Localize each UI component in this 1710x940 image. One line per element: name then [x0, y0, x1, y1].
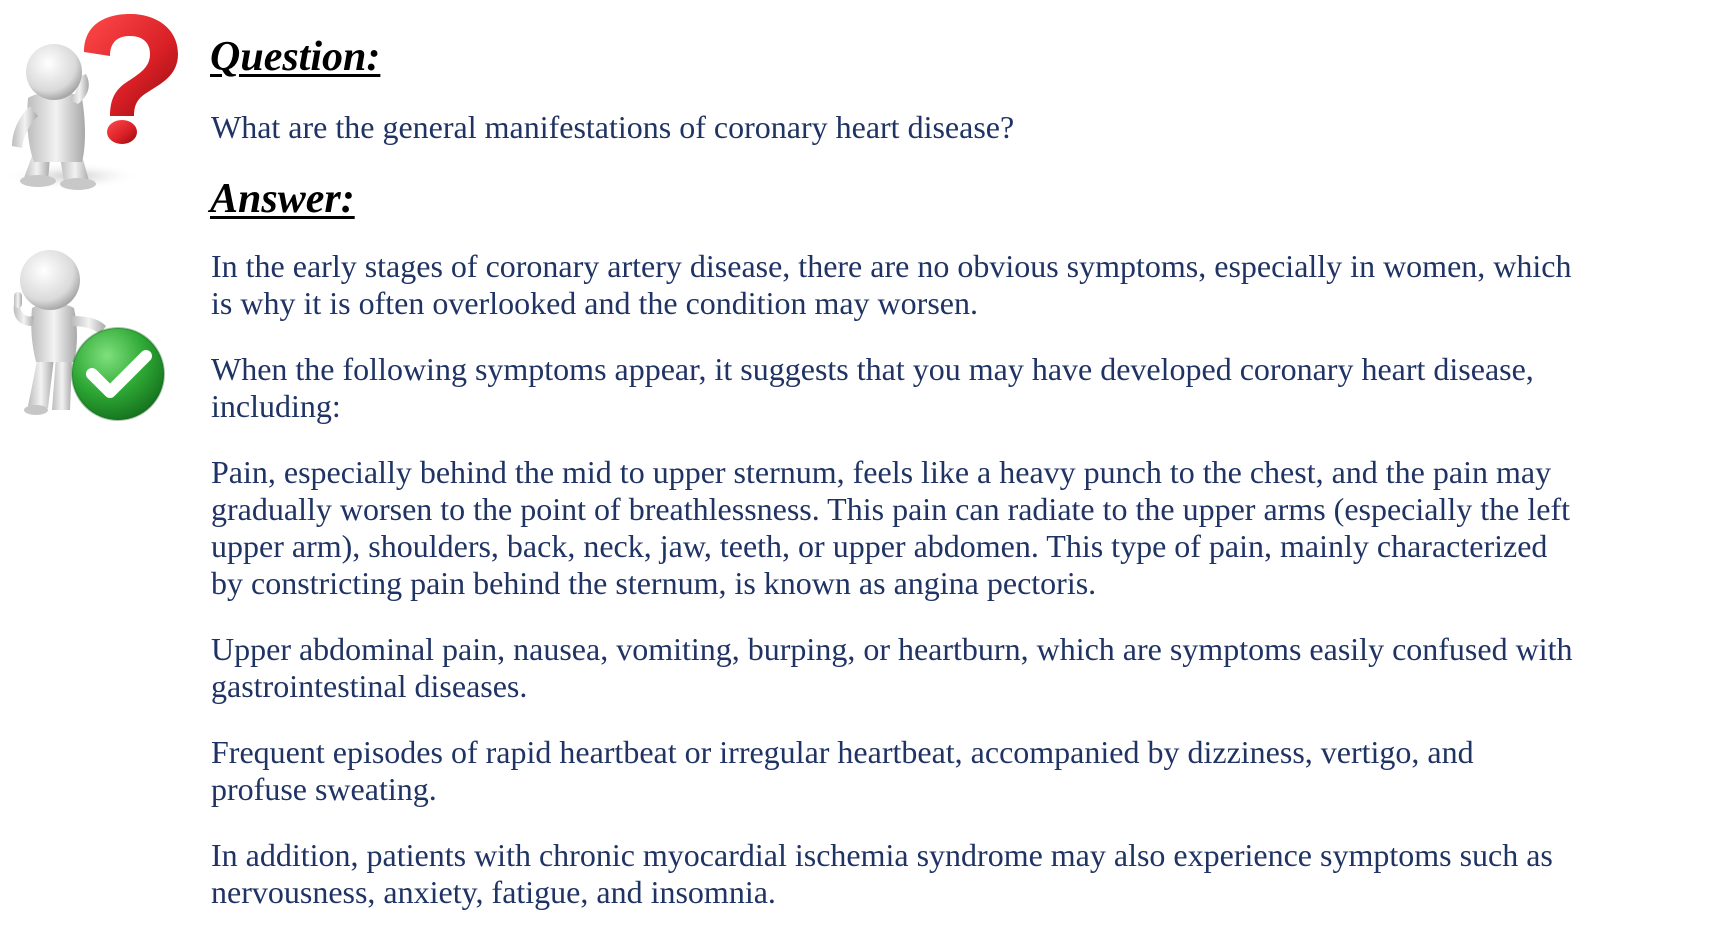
answer-line: When the following symptoms appear, it suggests that you may have developed coronary heart disease,	[211, 351, 1534, 387]
red-question-mark-icon	[84, 14, 178, 144]
answer-line: is why it is often overlooked and the condition may worsen.	[211, 285, 978, 321]
answer-line: including:	[211, 388, 341, 424]
answer-line: upper arm), shoulders, back, neck, jaw, teeth, or upper abdomen. This type of pain, mainly characterized	[211, 528, 1548, 564]
answer-paragraph	[211, 631, 1691, 705]
answer-body	[211, 248, 1691, 940]
green-check-badge-icon	[72, 328, 164, 420]
answer-line: In addition, patients with chronic myocardial ischemia syndrome may also experience symptoms such as	[211, 837, 1553, 873]
answer-line: nervousness, anxiety, fatigue, and insomnia.	[211, 874, 776, 910]
answer-paragraph	[211, 454, 1691, 602]
answer-line: gradually worsen to the point of breathlessness. This pain can radiate to the upper arms (especially the left	[211, 491, 1570, 527]
answer-line: by constricting pain behind the sternum, is known as angina pectoris.	[211, 565, 1097, 601]
answer-figure-icon	[2, 246, 170, 430]
answer-paragraph	[211, 837, 1691, 911]
answer-paragraph	[211, 248, 1691, 322]
answer-paragraph	[211, 734, 1691, 808]
question-heading: Question:	[210, 34, 381, 80]
question-figure-icon	[2, 6, 180, 192]
answer-line: Frequent episodes of rapid heartbeat or irregular heartbeat, accompanied by dizziness, vertigo, and	[211, 734, 1474, 770]
answer-paragraph	[211, 351, 1691, 425]
answer-line: Upper abdominal pain, nausea, vomiting, burping, or heartburn, which are symptoms easily confused with	[211, 631, 1573, 667]
answer-line: gastrointestinal diseases.	[211, 668, 528, 704]
answer-line: Pain, especially behind the mid to upper sternum, feels like a heavy punch to the chest, and the pain may	[211, 454, 1552, 490]
question-text: What are the general manifestations of coronary heart disease?	[211, 109, 1015, 145]
answer-heading: Answer:	[210, 176, 355, 222]
answer-line: profuse sweating.	[211, 771, 437, 807]
answer-line: In the early stages of coronary artery disease, there are no obvious symptoms, especially in women, which	[211, 248, 1572, 284]
